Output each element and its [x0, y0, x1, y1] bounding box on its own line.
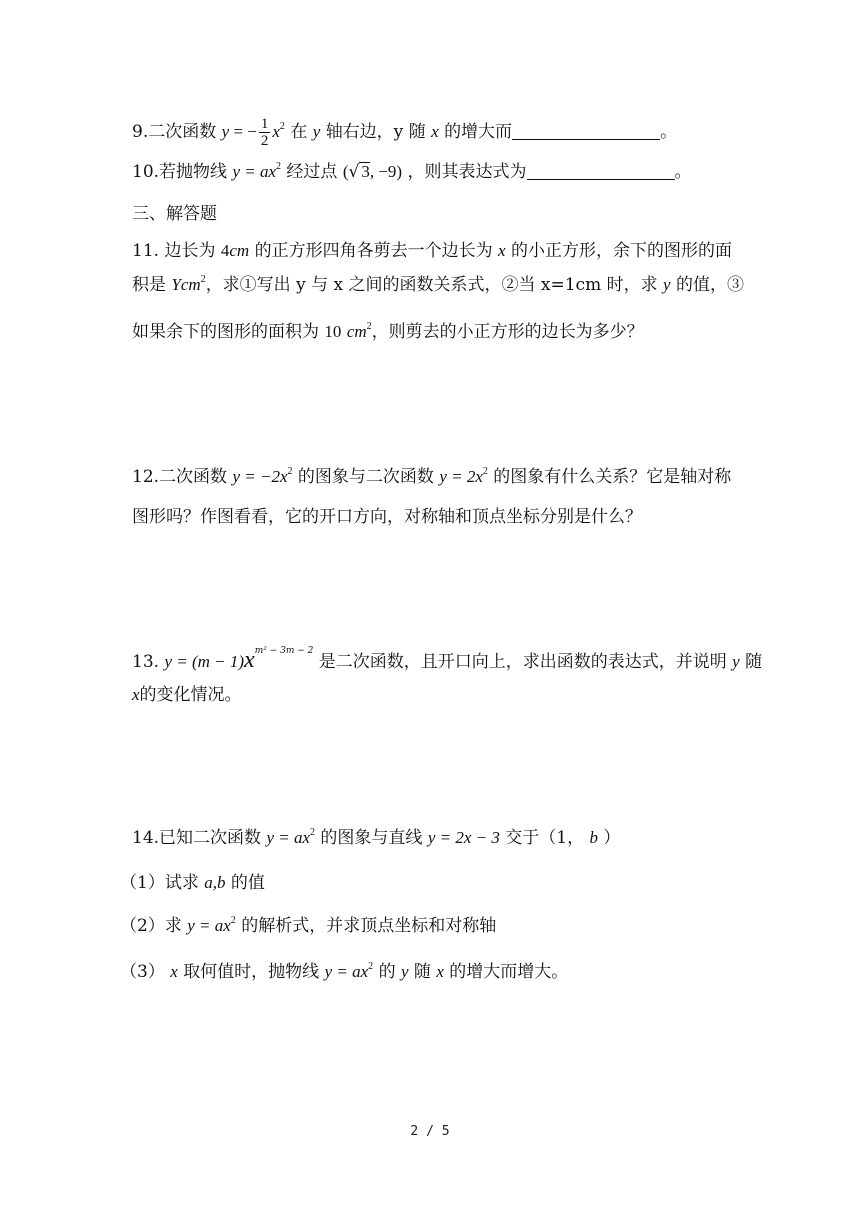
q14-sub3-x2: x	[436, 962, 444, 981]
q14-var-b: b	[589, 828, 599, 847]
q9-frac-num: 1	[260, 116, 269, 132]
q14-sub3-x: x	[170, 962, 178, 981]
q14-sub3-f: y = ax	[324, 962, 369, 981]
q9-answer-blank[interactable]	[512, 121, 660, 140]
q14-f1-exp: 2	[310, 827, 316, 838]
q14-sub2-f: y = ax	[187, 916, 231, 935]
q14-sub2-b: 的解析式，并求顶点坐标和对称轴	[241, 916, 497, 936]
q14-sub3-y: y	[400, 962, 409, 981]
q12-line1-c: 的图象有什么关系？它是轴对称	[493, 467, 732, 487]
q14-sub3-exp: 2	[368, 961, 374, 972]
question-12-line-2: 图形吗？作图看看，它的开口方向，对称轴和顶点坐标分别是什么？	[132, 507, 642, 527]
q14-sub3-e: 的增大而增大。	[449, 962, 569, 982]
q11-line3-a: 如果余下的图形的面积为	[132, 322, 319, 342]
q13-line2: 的变化情况。	[139, 685, 242, 705]
q9-text-b: 轴右边，y 随	[325, 122, 426, 142]
q9-end: 。	[660, 122, 678, 142]
q14-line1-a: 14.已知二次函数	[132, 828, 262, 848]
question-12-line-1	[132, 466, 731, 488]
q13-line1-c: 随	[745, 652, 763, 672]
q11-var-y: y	[663, 275, 671, 294]
q14-sub3-d: 随	[413, 962, 431, 982]
q14-sub1-a: （1）试求	[120, 873, 199, 893]
q14-line1-b: 的图象与直线	[320, 828, 423, 848]
q9-formula-eq: = −	[229, 122, 257, 141]
q12-line1-b: 的图象与二次函数	[297, 467, 434, 487]
q14-f1: y = ax	[266, 828, 311, 847]
q13-big-x: x	[244, 647, 255, 673]
question-14-line-1	[132, 827, 620, 849]
q11-num-10: 10	[324, 322, 342, 341]
q9-prefix: 9.二次函数	[132, 122, 217, 142]
q9-var-y: y	[312, 122, 321, 141]
q10-text-b: ，则其表达式为	[407, 162, 527, 182]
q10-prefix: 10.若抛物线	[132, 162, 228, 182]
q10-exp: 2	[276, 161, 282, 172]
q9-formula-x: x	[272, 122, 280, 141]
q13-formula: y = (m − 1)	[164, 652, 245, 671]
q14-sub2-a: （2）求	[120, 916, 182, 936]
q11-line1-a: 11. 边长为	[132, 241, 216, 261]
q12-line1-a: 12.二次函数	[132, 467, 228, 487]
q10-point-rest: , −9)	[369, 162, 403, 181]
q11-line2-a: 积是	[132, 275, 166, 295]
q10-point-open: (	[342, 162, 349, 181]
q10-text-a: 经过点	[286, 162, 338, 182]
q11-line1-b: 的正方形四角各剪去一个边长为	[254, 241, 493, 261]
q9-frac-den: 2	[260, 133, 269, 149]
q12-f1: y = −2x	[232, 467, 288, 486]
question-11-line-2	[132, 274, 744, 296]
q10-answer-blank[interactable]	[527, 161, 675, 180]
question-13-line-1	[132, 646, 763, 673]
q13-line1-b: 是二次函数，且开口向上，求出函数的表达式，并说明	[318, 652, 727, 672]
q9-text-a: 在	[290, 122, 308, 142]
q11-line1-c: 的小正方形，余下的图形的面	[510, 241, 732, 261]
q11-num-4: 4	[220, 241, 230, 260]
question-9	[132, 116, 677, 149]
question-14-sub-3	[120, 961, 568, 983]
q14-sub1-b: 的值	[230, 873, 265, 893]
q9-text-c: 的增大而	[444, 122, 513, 142]
q11-ycm-exp: 2	[200, 274, 206, 285]
q14-line1-d: ）	[603, 828, 621, 848]
q11-cm2-exp: 2	[366, 321, 372, 332]
q12-f1-exp: 2	[287, 466, 293, 477]
q13-var-x: x	[132, 685, 140, 704]
q9-fraction	[259, 116, 271, 149]
q13-exponent: m² − 3m − 2	[254, 646, 314, 656]
question-13-line-2	[132, 684, 242, 706]
q9-formula-y: y	[221, 122, 230, 141]
q11-line2-b: ，求①写出 y 与 x 之间的函数关系式，②当 x=1cm 时，求	[205, 275, 658, 295]
q11-line2-c: 的值，③	[675, 275, 744, 295]
q14-f2: y = 2x − 3	[427, 828, 500, 847]
q14-sub3-b: 取何值时，抛物线	[183, 962, 320, 982]
q12-f2: y = 2x	[439, 467, 483, 486]
q9-var-x: x	[431, 122, 439, 141]
q14-line1-c: 交于（1，	[505, 828, 585, 848]
q14-sub2-exp: 2	[230, 915, 236, 926]
question-14-sub-2	[120, 915, 496, 937]
q14-sub1-vars: a,b	[204, 873, 226, 892]
q10-formula: y = ax	[232, 162, 277, 181]
q14-sub3-a: （3）	[120, 962, 165, 982]
q12-f2-exp: 2	[482, 466, 488, 477]
question-11-line-1	[132, 240, 732, 262]
q10-sqrt: 3	[361, 162, 370, 181]
section-3-title: 三、解答题	[132, 204, 217, 224]
q11-unit-cm: cm	[229, 241, 250, 260]
q11-var-x: x	[498, 241, 506, 260]
q13-prefix: 13.	[132, 652, 160, 672]
q11-unit-cm2: cm	[346, 322, 367, 341]
q13-var-y: y	[732, 652, 740, 671]
page-number: 2 / 5	[410, 1124, 450, 1139]
q14-sub3-c: 的	[378, 962, 396, 982]
question-14-sub-1	[120, 872, 265, 894]
q9-exp: 2	[279, 121, 285, 132]
q11-line3-b: ，则剪去的小正方形的边长为多少？	[371, 322, 644, 342]
q11-ycm: Ycm	[171, 275, 201, 294]
q10-end: 。	[674, 162, 692, 182]
question-10: 10.若抛物线 $y = ax^2$ 经过点 (√ 3, −9) ，则其表达式为 。	[132, 161, 692, 182]
question-11-line-3	[132, 321, 644, 343]
